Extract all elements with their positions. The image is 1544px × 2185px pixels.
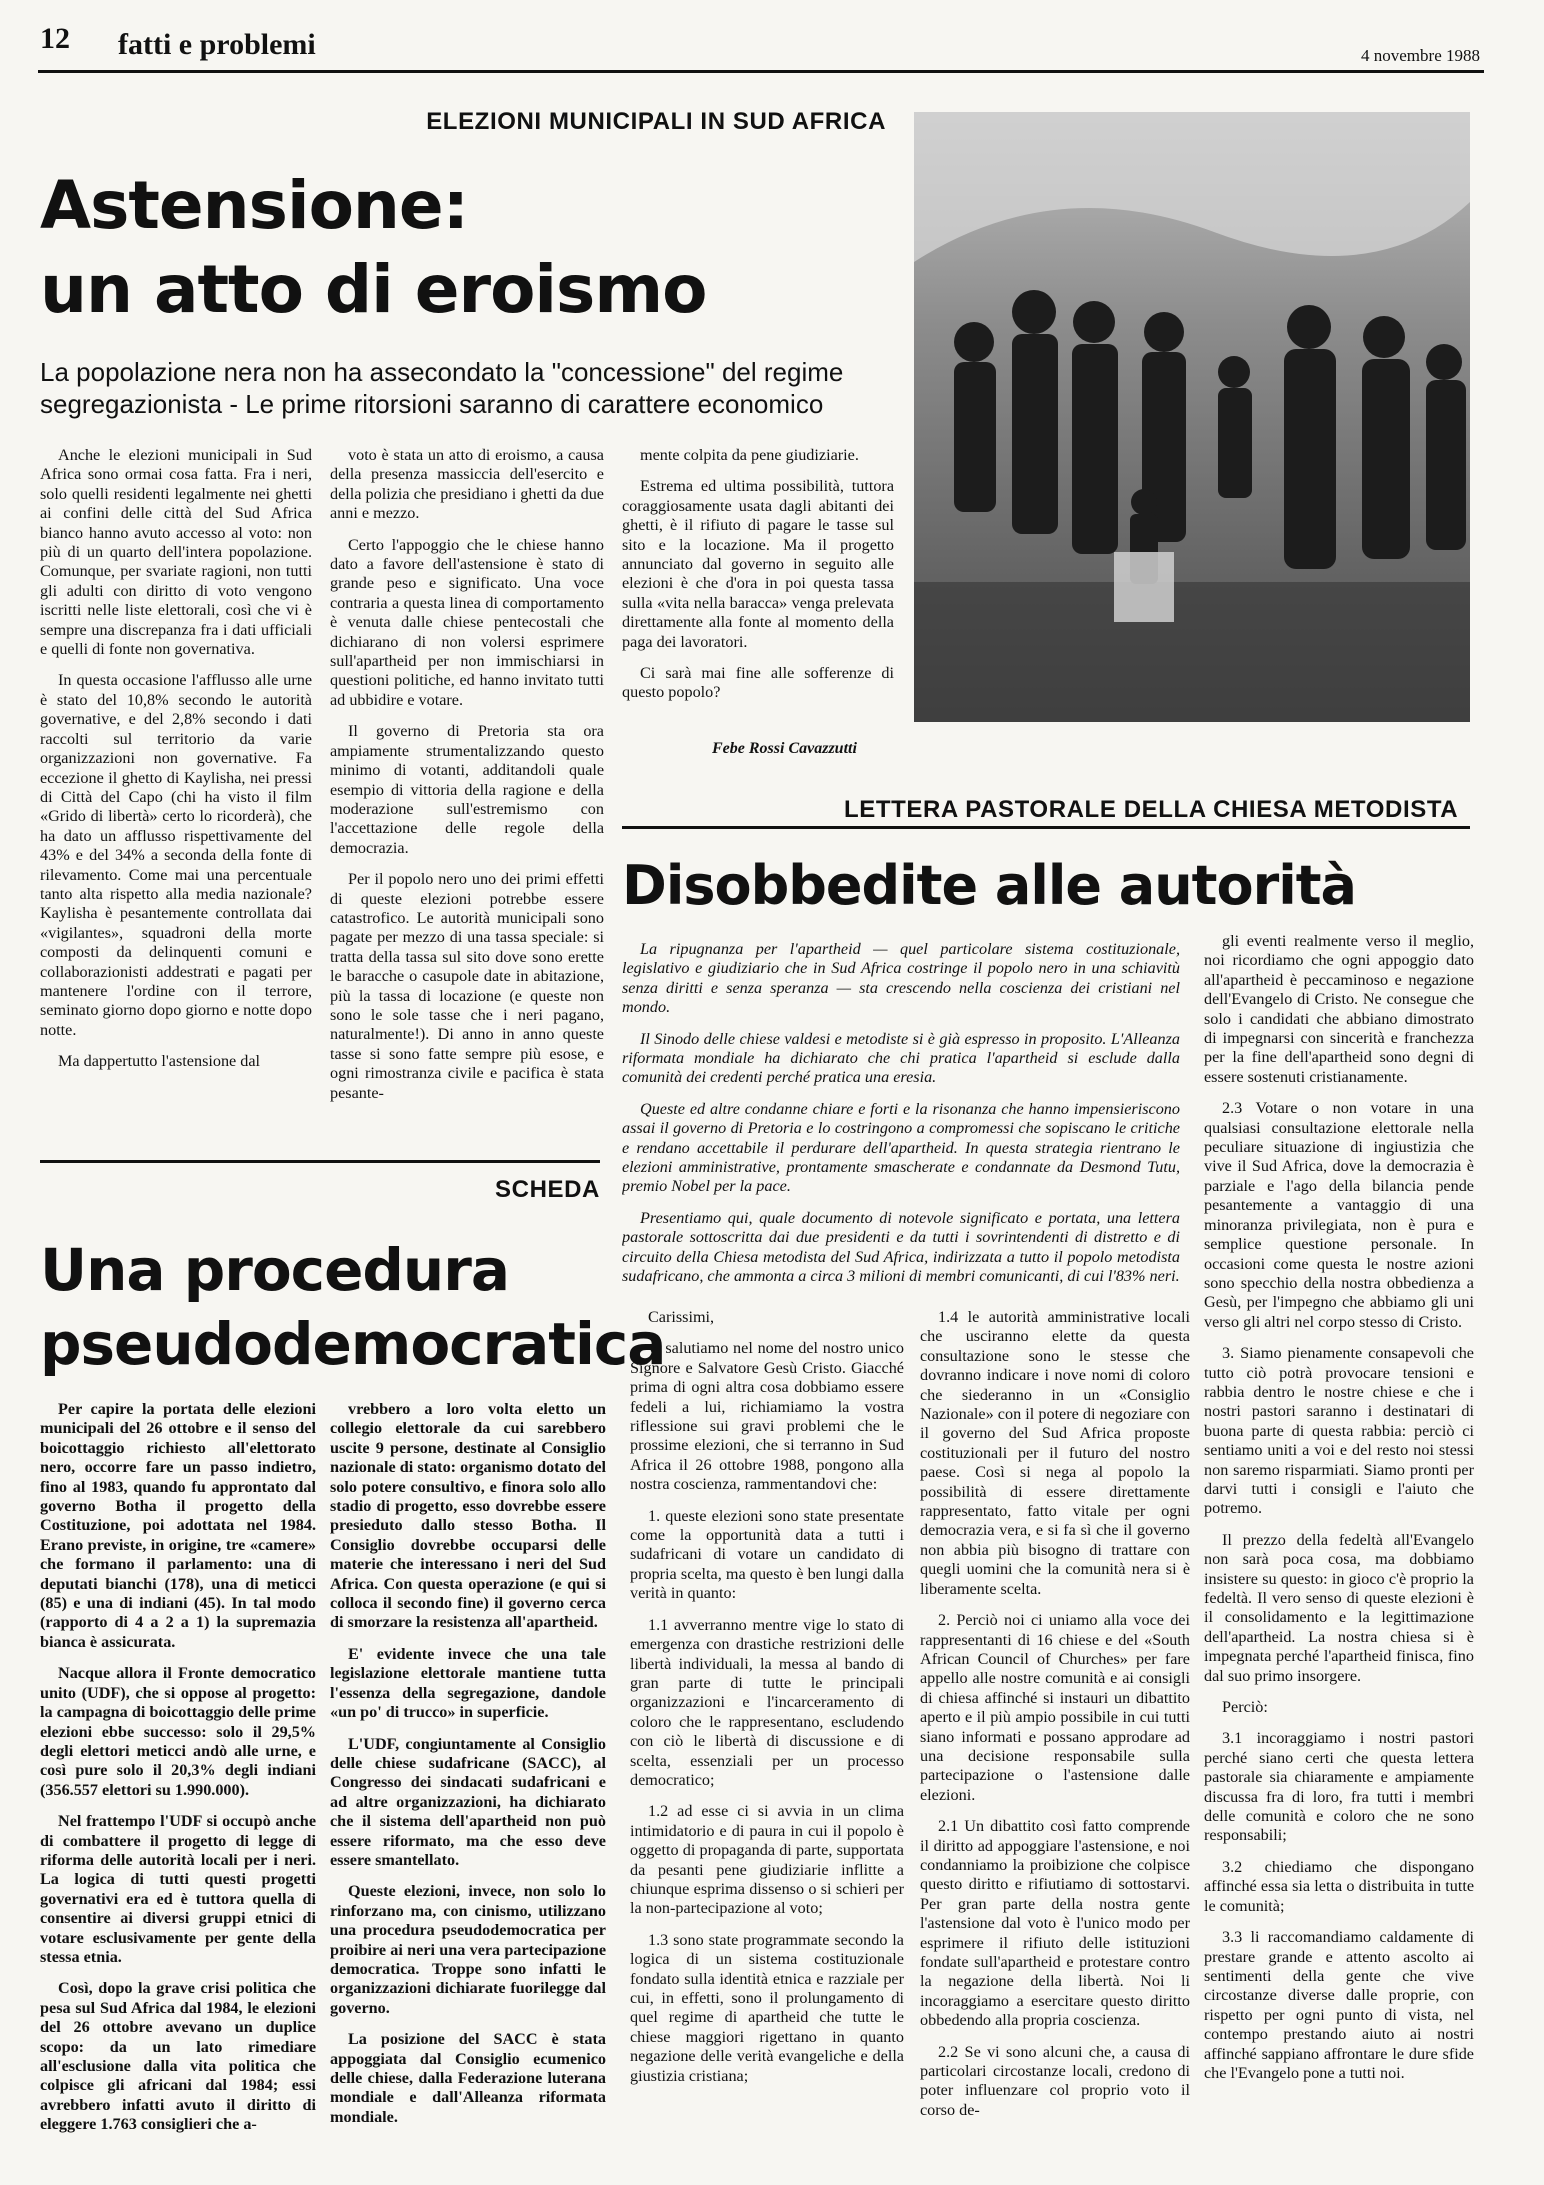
paragraph: vi salutiamo nel nome del nostro unico Signore e Salvatore Gesù Cristo. Giacché prima di ogni altra cosa dobbiamo essere fedeli a lui, richiamiamo la vostra riflessione sui gravi problemi che le prossime elezioni, che si terranno in Sud Africa il 26 ottobre 1988, pongono alla nostra coscienza, rammentandovi che: bbox=[630, 1339, 904, 1494]
paragraph: Il governo di Pretoria sta ora ampiamente strumentalizzando questo minimo di votanti, additandoli quale esempio di vittoria della ragione e della moderazione sull'estremismo con l'accettazione delle regole della democrazia. bbox=[330, 722, 604, 857]
article1-subtitle: La popolazione nera non ha assecondato la "concessione" del regime segregazionista - Le prime ritorsioni saranno di carattere economico bbox=[40, 357, 844, 419]
section-title: fatti e problemi bbox=[118, 28, 316, 61]
article2-title-line2: pseudodemocratica bbox=[40, 1310, 666, 1378]
paragraph: Estrema ed ultima possibilità, tuttora coraggiosamente usata dagli abitanti dei ghetti, è il rifiuto di pagare le tasse sul sito e la locazione. Ma il progetto annunciato dal governo in seguito alle elezioni è che d'ora in poi questa tassa sulla «vita nella baracca» venga prelevata direttamente alla fonte al momento della paga dei lavoratori. bbox=[622, 477, 894, 651]
paragraph: 1.4 le autorità amministrative locali che usciranno elette da questa consultazione sono le stesse che dovranno indicare i nove nomi di coloro che siederanno in un «Consiglio Nazionale» con il potere di negoziare con il governo del Sud Africa proposte costituzionali per il futuro del nostro paese. Così si nega al popolo la possibilità di essere direttamente rappresentato, fatto vitale per ogni democrazia vera, e si fa sì che il governo non abbia più bisogno di trattare con quegli uomini che la comunità nera si è liberamente scelta. bbox=[920, 1308, 1190, 1598]
paragraph: 2. Perciò noi ci uniamo alla voce dei rappresentanti di 16 chiese e del «South African Council of Churches» per fare appello alle nostre comunità e ai consigli di chiesa affinché si instauri un dibattito aperto e il più ampio possibile in cui tutti siano informati e possano approdare ad una decisione responsabile sulla partecipazione o l'astensione dalle elezioni. bbox=[920, 1611, 1190, 1804]
group-photo-icon bbox=[914, 112, 1470, 722]
paragraph: Anche le elezioni municipali in Sud Africa sono ormai cosa fatta. Fra i neri, solo quelli residenti legalmente nei ghetti ai confini delle città del Sud Africa bianco hanno avuto accesso al voto: non più di un quarto dell'intera popolazione. Comunque, per svariate ragioni, non tutti gli adulti con diritto di voto vengono iscritti nelle liste elettorali, così che vi è sempre una discrepanza fra i dati ufficiali e quelli di fonte non governativa. bbox=[40, 446, 312, 659]
article1-title-line1: Astensione: bbox=[40, 167, 469, 244]
paragraph: Ci sarà mai fine alle sofferenze di questo popolo? bbox=[622, 664, 894, 702]
article1-column-3 bbox=[622, 446, 894, 738]
paragraph: gli eventi realmente verso il meglio, noi ricordiamo che ogni appoggio dato all'apartheid è peccaminoso e negazione dell'Evangelo di Cristo. Ne consegue che solo i candidati che abbiano dimostrato di impegnarsi con sincerità e franchezza per la fine dell'apartheid sono degni di essere sostenuti cristianamente. bbox=[1204, 932, 1474, 1086]
article2-kicker: SCHEDA bbox=[495, 1176, 600, 1203]
paragraph: Il prezzo della fedeltà all'Evangelo non sarà poca cosa, ma dobbiamo insistere su questo: in gioco c'è proprio la fedeltà. Il vero senso di queste elezioni è il consolidamento e la legittimazione dell'apartheid. La nostra chiesa si è impegnata perché l'apartheid finisca, fino dal suo primo insorgere. bbox=[1204, 1530, 1474, 1685]
article3-intro bbox=[622, 940, 1180, 1302]
issue-date: 4 novembre 1988 bbox=[1361, 46, 1480, 65]
paragraph: 3. Siamo pienamente consapevoli che tutto ciò potrà provocare tensioni e rabbia dentro le nostre chiese e che i nostri pastori saranno i destinatari di buona parte di questa rabbia: perciò ci sentiamo uniti a voi e del resto noi stessi non saremo risparmiati. Siamo pronti per darvi tutti i consigli e l'aiuto che potremo. bbox=[1204, 1344, 1474, 1518]
paragraph: Ma dappertutto l'astensione dal bbox=[58, 1052, 261, 1071]
article3-title: Disobbedite alle autorità bbox=[622, 854, 1356, 917]
paragraph: Nacque allora il Fronte democratico unito (UDF), che si oppose al progetto: la campagna di boicottaggio delle prime elezioni ebbe successo: solo il 29,5% degli elettori meticci andò alle urne, e così pure solo il 20,3% degli indiani (356.557 elettori su 1.990.000). bbox=[40, 1664, 316, 1799]
paragraph: In questa occasione l'afflusso alle urne è stato del 10,8% secondo le autorità governative, e del 2,8% secondo i dati raccolti sul territorio da varie organizzazioni non governative. Fa eccezione il ghetto di Kaylisha, nei pressi di Città del Capo (chi ha visto il film «Grido di libertà» certo lo ricorderà), che ha dato un afflusso rispettivamente del 43% e del 34% a seconda della fonte di rilevamento. Come mai una percentuale tanto alta rispetto alla media nazionale? Kaylisha è pesantemente controllata dai «vigilantes», squadroni della morte composti da delinquenti comuni e collaborazionisti addestrati e pagati per mantenere l'ordine con il terrore, seminato giorno dopo giorno e notte dopo notte. bbox=[40, 671, 312, 1039]
paragraph: 3.1 incoraggiamo i nostri pastori perché siano certi che questa lettera pastorale sia chiaramente e ampiamente discussa fra di loro, fra tutti i membri delle comunità e coloro che ne sono responsabili; bbox=[1204, 1729, 1474, 1845]
article1-column-1 bbox=[40, 446, 312, 1122]
paragraph: 1.3 sono state programmate secondo la logica di un sistema costituzionale fondato sulla identità etnica e razziale per cui, in effetti, sono il prolungamento di quel regime di apartheid che tutte le chiese maggiori rigettano in quanto negazione delle verità evangeliche e della giustizia cristiana; bbox=[630, 1930, 904, 2085]
paragraph: 1.2 ad esse ci si avvia in un clima intimidatorio e di paura in cui il popolo è oggetto di propaganda di parte, supportata da pesanti pene giudiziarie inflitte a chiunque esprima dissenso o si schieri per la non-partecipazione al voto; bbox=[630, 1802, 904, 1918]
paragraph: Per capire la portata delle elezioni municipali del 26 ottobre e il senso del boicottaggio richiesto all'elettorato nero, occorre fare un passo indietro, fino al 1983, quando fu approntato dal governo Botha il progetto della Costituzione, poi adottata nel 1984. Erano previste, in origine, tre «camere» che formano il parlamento: una di deputati bianchi (178), una di meticci (85) e una di indiani (45). In tal modo (rapporto di 4 a 2 a 1) la supremazia bianca è assicurata. bbox=[40, 1400, 316, 1651]
paragraph: Queste ed altre condanne chiare e forti e la risonanza che hanno impensieriscono assai il governo di Pretoria e lo costringono a compromessi che sopiscano le critiche e rendano accettabile il perdurare dell'apartheid. In questa strategia rientrano le elezioni amministrative, prontamente smascherate e condannate da Desmond Tutu, premio Nobel per la pace. bbox=[622, 1099, 1180, 1196]
article2-column-1 bbox=[40, 1400, 316, 2166]
paragraph: vrebbero a loro volta eletto un collegio elettorale da cui sarebbero uscite 9 persone, destinate al Consiglio nazionale di stato: organismo dotato del solo potere consultivo, e finora solo allo stadio di progetto, esso dovrebbe essere presieduto dallo stesso Botha. Il Consiglio dovrebbe occuparsi delle materie che interessano i neri del Sud Africa. Con questa operazione (e qui si colloca il secondo fine) il governo cerca di smorzare la resistenza all'apartheid. bbox=[330, 1400, 606, 1632]
header-rule bbox=[38, 70, 1484, 73]
paragraph: Il Sinodo delle chiese valdesi e metodiste si è già espresso in proposito. L'Alleanza riformata mondiale ha dichiarato che chi pratica l'apartheid si esclude dalla comunità dei credenti perché pratica una eresia. bbox=[622, 1029, 1180, 1087]
paragraph: 2.2 Se vi sono alcuni che, a causa di particolari circostanze locali, credono di poter influenzare col proprio voto il corso de- bbox=[920, 2042, 1190, 2119]
paragraph: La ripugnanza per l'apartheid — quel particolare sistema costituzionale, legislativo e giudiziario che in Sud Africa costringe il popolo nero in una schiavitù senza diritti e senza speranza — sta crescendo nella coscienza dei cristiani nel mondo. bbox=[622, 940, 1180, 1017]
paragraph: 1.1 avverranno mentre vige lo stato di emergenza con drastiche restrizioni delle libertà individuali, la messa al bando di gran parte di tutte le principali organizzazioni e l'incarceramento di coloro che le rappresentano, escludendo con ciò le libertà di discussione e di scelta, essenziali per un processo democratico; bbox=[630, 1615, 904, 1789]
paragraph: Così, dopo la grave crisi politica che pesa sul Sud Africa dal 1984, le elezioni del 26 ottobre avevano un duplice scopo: da un lato rimediare all'esclusione dalla vita politica che colpisce gli africani dal 1984; essi avrebbero infatti avuto il diritto di eleggere 1.763 consiglieri che a- bbox=[40, 1979, 316, 2134]
paragraph: L'UDF, congiuntamente al Consiglio delle chiese sudafricane (SACC), al Congresso dei sindacati sudafricani e ad altre organizzazioni, ha dichiarato che il sistema dell'apartheid non può essere riformato, ma che esso deve essere smantellato. bbox=[330, 1734, 606, 1869]
paragraph: E' evidente invece che una tale legislazione elettorale mantiene tutta l'essenza della segregazione, dandole «un po' di trucco» in superficie. bbox=[330, 1644, 606, 1722]
article3-column-1 bbox=[630, 1308, 904, 2166]
article1-kicker: ELEZIONI MUNICIPALI IN SUD AFRICA bbox=[426, 108, 886, 135]
article1-author: Febe Rossi Cavazzutti bbox=[712, 740, 857, 757]
paragraph: Queste elezioni, invece, non solo lo rinforzano ma, con cinismo, utilizzano una procedura pseudodemocratica per proibire ai neri una vera partecipazione democratica. Troppe sono infatti le organizzazioni dichiarate fuorilegge dal governo. bbox=[330, 1882, 606, 2017]
group-photo bbox=[914, 112, 1470, 722]
scheda-rule bbox=[40, 1160, 600, 1163]
article3-kicker: LETTERA PASTORALE DELLA CHIESA METODISTA bbox=[844, 796, 1459, 823]
article3-column-3 bbox=[1204, 932, 1474, 2166]
paragraph: Presentiamo qui, quale documento di notevole significato e portata, una lettera pastorale sottoscritta dai due presidenti e da tutti i sovrintendenti di distretto e di circuito della Chiesa metodista del Sud Africa, indirizzata a tutto il popolo metodista sudafricano, che ammonta a circa 3 milioni di membri comunicanti, di cui l'83% neri. bbox=[622, 1208, 1180, 1286]
paragraph: Carissimi, bbox=[648, 1308, 715, 1326]
article1-column-2 bbox=[330, 446, 604, 1122]
article3-rule bbox=[622, 826, 1470, 829]
article3-column-2 bbox=[920, 1308, 1190, 2166]
paragraph: 3.2 chiediamo che dispongano affinché essa sia letta o distribuita in tutte le comunità; bbox=[1204, 1857, 1474, 1915]
paragraph: 3.3 li raccomandiamo caldamente di prestare grande e attento ascolto ai sentimenti della gente che vive circostanze diverse dalle proprie, con rispetto per ogni punto di vista, nel contempo prestando aiuto ai nostri affinché sappiano affrontare le dure sfide che l'Evangelo pone a tutti noi. bbox=[1204, 1928, 1474, 2082]
article1-title-line2: un atto di eroismo bbox=[40, 251, 707, 328]
paragraph: 2.1 Un dibattito così fatto comprende il diritto ad appoggiare l'astensione, e noi condanniamo la proibizione che colpisce questo diritto e rifiutiamo di sottostarvi. Per gran parte della nostra gente l'astensione dal voto è l'unico modo per esprimere il rifiuto delle istituzioni fondate sull'apartheid e protestare contro la negazione della libertà. Noi li incoraggiamo a esercitare questo diritto obbedendo alla propria coscienza. bbox=[920, 1817, 1190, 2030]
article2-title-line1: Una procedura bbox=[40, 1236, 509, 1304]
paragraph: mente colpita da pene giudiziarie. bbox=[640, 446, 859, 464]
paragraph: Per il popolo nero uno dei primi effetti di queste elezioni potrebbe essere catastrofico. Le autorità municipali sono pagate per mezzo di una tassa speciale: si tratta della tassa sul sito dove sono erette le baracche o casupole date in abitazione, più la tassa di locazione (e queste non sono le sole tasse che i neri pagano, naturalmente!). Di anno in anno queste tasse si sono fatte sempre più esose, e ogni rimostranza civile e pacifica è stata pesante- bbox=[330, 870, 604, 1102]
paragraph: voto è stata un atto di eroismo, a causa della presenza massiccia dell'esercito e della polizia che presidiano i ghetti da due anni e mezzo. bbox=[330, 446, 604, 523]
paragraph: Certo l'appoggio che le chiese hanno dato a favore dell'astensione è stato di grande peso e significato. Una voce contraria a questa linea di comportamento è venuta dalle chiese pentecostali che dichiarano di non volersi esprimere sull'apartheid per non immischiarsi in questioni politiche, ed hanno invitato tutti ad ubbidire e votare. bbox=[330, 535, 604, 709]
paragraph: La posizione del SACC è stata appoggiata dal Consiglio ecumenico delle chiese, dalla Federazione luterana mondiale e dall'Alleanza riformata mondiale. bbox=[330, 2030, 606, 2126]
paragraph: 2.3 Votare o non votare in una qualsiasi consultazione elettorale nella peculiare situazione di ingiustizia che vive il Sud Africa, dove la democrazia è parziale e l'ago della bilancia pende pesantemente a vantaggio di una minoranza privilegiata, non è pura e semplice questione personale. In occasioni come questa le nostre azioni sono specchio della nostra obbedienza a Gesù, per l'impegno che abbiamo gli uni verso gli altri nel corpo stesso di Cristo. bbox=[1204, 1099, 1474, 1331]
paragraph: Perciò: bbox=[1222, 1698, 1268, 1717]
paragraph: Nel frattempo l'UDF si occupò anche di combattere il progetto di legge di riforma delle autorità locali per i neri. La logica di tutti questi progetti governativi era ed è tuttora quella di consentire ai diversi gruppi etnici di votare esclusivamente per gente della stessa etnia. bbox=[40, 1812, 316, 1966]
paragraph: 1. queste elezioni sono state presentate come la opportunità data a tutti i sudafricani di votare un candidato di propria scelta, ma questo è ben lungi dalla verità in quanto: bbox=[630, 1506, 904, 1603]
article2-column-2 bbox=[330, 1400, 606, 2166]
page-number: 12 bbox=[40, 22, 70, 55]
